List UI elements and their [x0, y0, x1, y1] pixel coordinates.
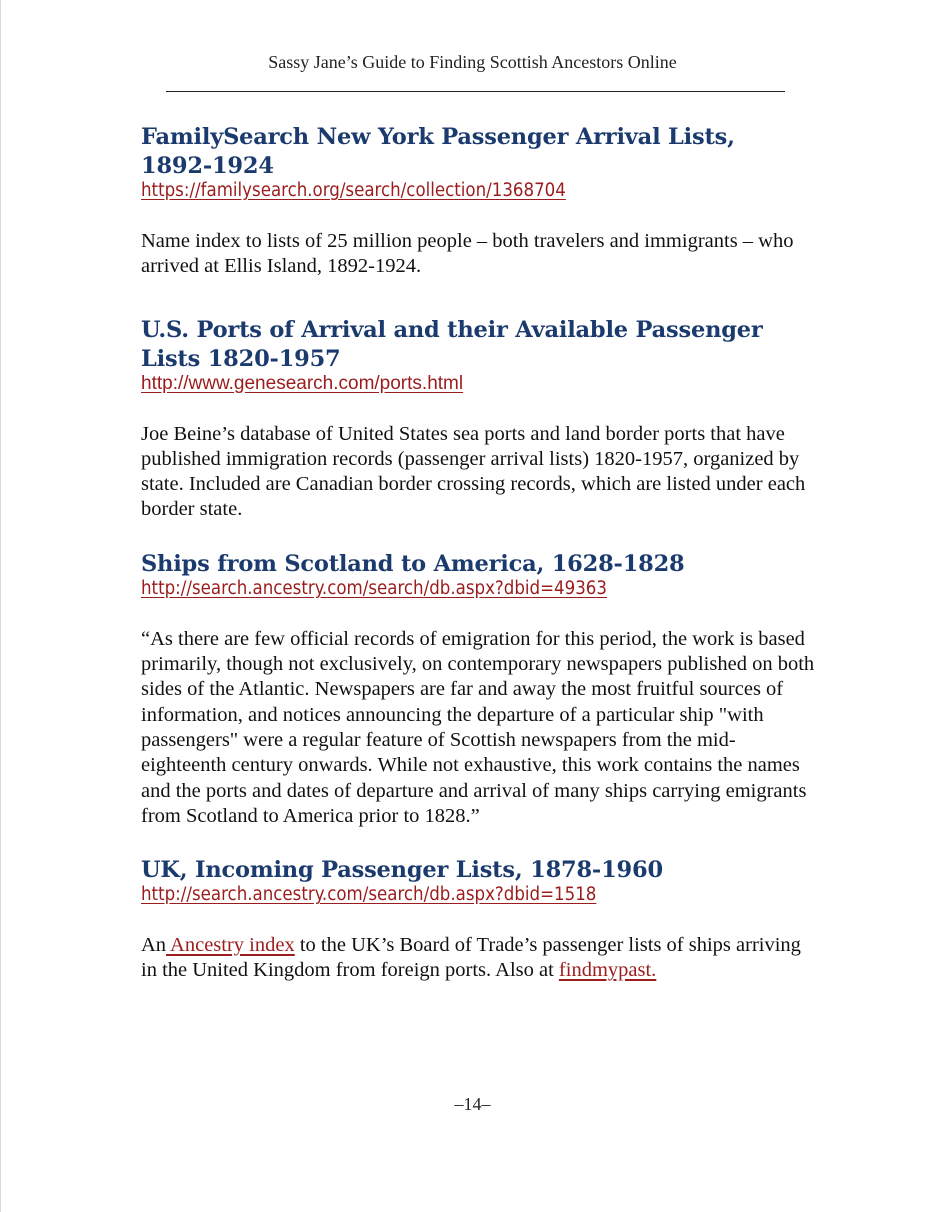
entry-description: Name index to lists of 25 million people – both travelers and immigrants – who arrived at Ellis Island, 1892-1924.: [141, 230, 794, 278]
body-prefix: An: [141, 934, 167, 957]
entry-description: “As there are few official records of emigration for this period, the work is based primarily, though not exclusively, on contemporary newspapers published on both sides of the Atlantic. Newspapers are far and away the most fruitful sources of information, and notices announcing the departure of a particular ship "with passengers" were a regular feature of Scottish newspapers from the mid-eighteenth century onwards. While not exhaustive, this work contains the names and the ports and dates of departure and arrival of many ships carrying emigrants from Scotland to America prior to 1828.”: [141, 627, 815, 827]
entry-description: Joe Beine’s database of United States sea ports and land border ports that have published immigration records (passenger arrival lists) 1820-1957, organized by state. Included are Canadian border crossing records, which are listed under each border state.: [141, 422, 806, 521]
entry-title: FamilySearch New York Passenger Arrival Lists, 1892-1924: [141, 124, 735, 179]
ancestry-index-link[interactable]: Ancestry index: [166, 934, 295, 957]
running-header: Sassy Jane’s Guide to Finding Scottish Ancestors Online: [268, 52, 677, 72]
entry-url-link[interactable]: https://familysearch.org/search/collection/1368704: [141, 180, 566, 201]
entry-ships-scotland: [141, 550, 816, 829]
entry-familysearch: [141, 123, 816, 280]
entry-description: [141, 933, 816, 984]
entry-url-link[interactable]: http://www.genesearch.com/ports.html: [141, 372, 464, 394]
entry-uk-incoming: [141, 856, 816, 984]
entry-url-link[interactable]: http://search.ancestry.com/search/db.aspx?dbid=49363: [141, 577, 607, 599]
page-content: [141, 123, 816, 984]
page-number: –14–: [454, 1094, 491, 1114]
entry-url-link[interactable]: http://search.ancestry.com/search/db.aspx?dbid=1518: [141, 884, 597, 906]
entry-title: UK, Incoming Passenger Lists, 1878-1960: [141, 857, 663, 884]
header-rule: [166, 91, 785, 92]
entry-title: U.S. Ports of Arrival and their Available Passenger Lists 1820-1957: [141, 316, 763, 372]
body-middle: to the UK’s Board of Trade’s passenger lists of ships arriving in the United Kingdom from foreign ports. Also at: [141, 934, 801, 982]
page-edge: [0, 0, 1, 1212]
entry-title: Ships from Scotland to America, 1628-1828: [141, 550, 685, 577]
entry-us-ports: [141, 316, 816, 523]
findmypast-link[interactable]: findmypast.: [558, 959, 657, 982]
